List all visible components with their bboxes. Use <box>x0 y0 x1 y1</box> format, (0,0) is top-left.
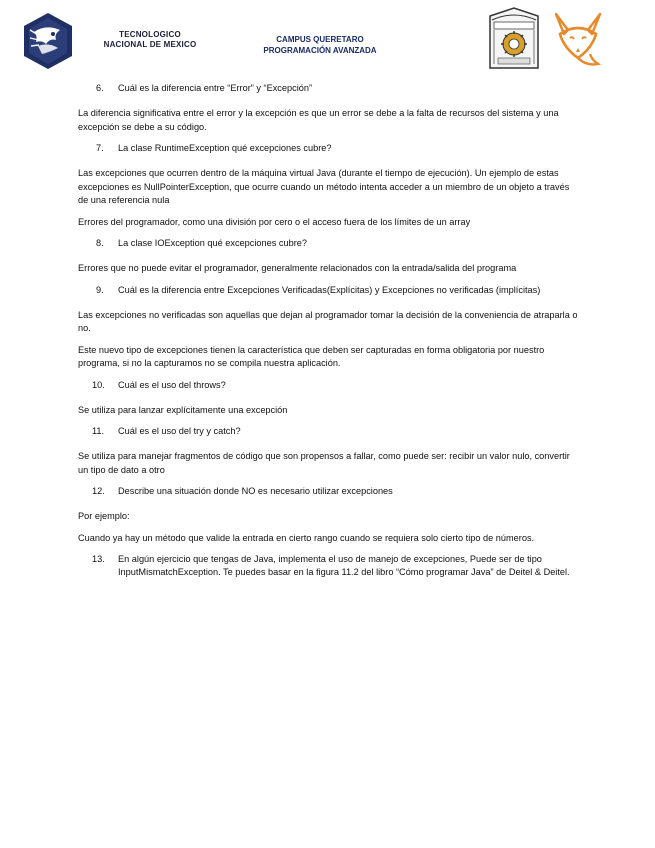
question-number: 11. <box>92 426 105 436</box>
tecnm-eagle-logo-icon <box>20 12 76 70</box>
question-text: Describe una situación donde NO es necesario utilizar excepciones <box>118 486 393 496</box>
question-number: 6. <box>96 83 104 93</box>
question-number: 10. <box>92 379 105 390</box>
institution-name <box>80 30 220 50</box>
question-text: Cuál es el uso del throws? <box>118 379 226 390</box>
institution-line2: NACIONAL DE MEXICO <box>103 40 197 49</box>
header-right <box>484 6 612 72</box>
question-text: La clase IOException qué excepciones cubre? <box>118 238 307 248</box>
question-13 <box>78 553 578 579</box>
answer-paragraph: Errores del programador, como una división por cero o el acceso fuera de los límites de un array <box>78 216 471 227</box>
course-title: PROGRAMACIÓN AVANZADA <box>263 46 377 55</box>
answer-paragraph: Las excepciones que ocurren dentro de la máquina virtual Java (durante el tiempo de ejecución). Un ejemplo de estas excepciones es NullPointerException, que ocurre cuando un método intenta acceder a un miembro de un objeto a través de una referencia nula <box>78 168 570 205</box>
header-left <box>20 12 220 70</box>
document-body <box>78 78 578 579</box>
fox-logo-icon <box>546 8 610 72</box>
answer-paragraph: Por ejemplo: <box>78 511 130 521</box>
campus-title: CAMPUS QUERETARO <box>276 35 364 44</box>
answer-paragraph: Se utiliza para manejar fragmentos de código que son propensos a fallar, como puede ser: recibir un valor nulo, convertir un tipo de dato a otro <box>78 451 570 475</box>
question-number: 9. <box>96 284 104 295</box>
question-9 <box>78 284 578 297</box>
answer-paragraph: Las excepciones no verificadas son aquellas que dejan al programador tomar la decisión de la conveniencia de atraparla o no. <box>78 309 578 333</box>
school-shield-logo-icon <box>484 6 544 72</box>
answer-paragraph: Este nuevo tipo de excepciones tienen la característica que deben ser capturadas en forma obligatoria por nuestro programa, si no la capturamos no se compila nuestra aplicación. <box>78 344 545 368</box>
question-text: La clase RuntimeException qué excepciones cubre? <box>118 143 332 153</box>
answer-paragraph: Cuando ya hay un método que valide la entrada en cierto rango cuando se requiera solo cierto tipo de números. <box>78 532 535 543</box>
answer-paragraph: Se utiliza para lanzar explícitamente una excepción <box>78 404 288 415</box>
question-text: Cuál es el uso del try y catch? <box>118 426 241 436</box>
header-center <box>232 34 408 56</box>
question-8 <box>78 237 578 250</box>
question-12 <box>78 485 578 498</box>
answer-paragraph: La diferencia significativa entre el error y la excepción es que un error se debe a la falta de recursos del sistema y una excepción se debe a su código. <box>78 108 559 132</box>
question-number: 12. <box>92 486 105 496</box>
institution-line1: TECNOLOGICO <box>119 30 181 39</box>
question-text: En algún ejercicio que tengas de Java, implementa el uso de manejo de excepciones, Puede ser de tipo InputMismatchException. Te puedes basar en la figura 11.2 del libro “Cómo programar Java” de Deitel & Deitel. <box>118 554 570 577</box>
question-number: 8. <box>96 238 104 248</box>
question-6 <box>78 82 578 95</box>
question-10 <box>78 379 578 392</box>
answer-paragraph: Errores que no puede evitar el programador, generalmente relacionados con la entrada/salida del programa <box>78 263 517 273</box>
question-number: 13. <box>92 554 105 564</box>
question-7 <box>78 142 578 155</box>
question-text: Cuál es la diferencia entre Excepciones Verificadas(Explícitas) y Excepciones no verificadas (implícitas) <box>118 284 541 295</box>
question-11 <box>78 425 578 438</box>
question-text: Cuál es la diferencia entre “Error” y “Excepción” <box>118 83 313 93</box>
question-number: 7. <box>96 143 104 153</box>
